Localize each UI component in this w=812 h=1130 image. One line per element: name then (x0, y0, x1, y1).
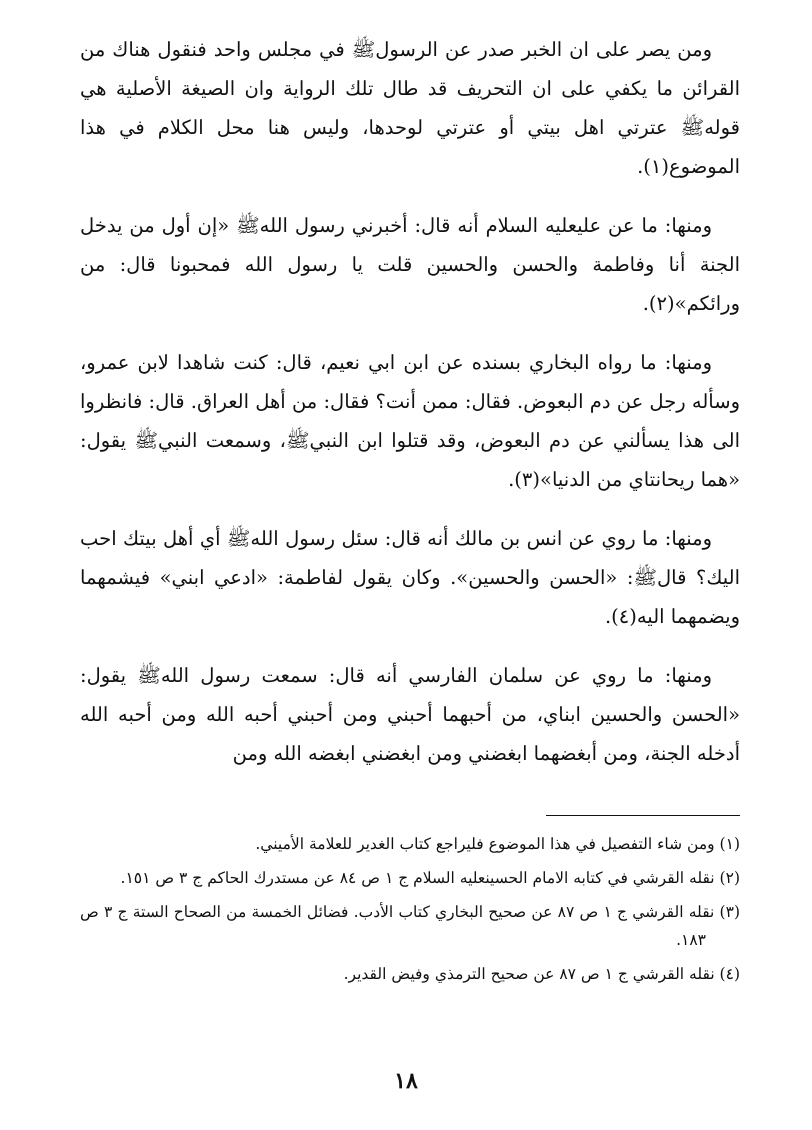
main-text (80, 30, 740, 791)
footnotes (80, 830, 740, 994)
paragraph-4: ومنها: ما روي عن انس بن مالك أنه قال: سئل رسول اللهﷺ أي أهل بيتك احب اليك؟ قالﷺ: «الحسن والحسين». وكان يقول لفاطمة: «ادعي ابني» فيشمهما ويضمهما اليه(٤). (80, 527, 740, 628)
footnote-separator (546, 815, 740, 816)
paragraph-3: ومنها: ما رواه البخاري بسنده عن ابن ابي نعيم، قال: كنت شاهدا لابن عمرو، وسأله رجل عن دم البعوض. فقال: ممن أنت؟ فقال: من أهل العراق. قال: فانظروا الى هذا يسألني عن دم البعوض، وقد قتلوا ابن النبيﷺ، وسمعت النبيﷺ يقول: «هما ريحانتاي من الدنيا»(٣). (80, 351, 740, 491)
page-number: ١٨ (394, 1068, 418, 1094)
footnote-4: (٤) نقله القرشي ج ١ ص ٨٧ عن صحيح الترمذي وفيض القدير. (343, 965, 740, 983)
footnote-3: (٣) نقله القرشي ج ١ ص ٨٧ عن صحيح البخاري كتاب الأدب. فضائل الخمسة من الصحاح الستة ج ٣ ص ١٨٣. (80, 903, 740, 949)
paragraph-2: ومنها: ما عن عليعليه السلام أنه قال: أخبرني رسول اللهﷺ «إن أول من يدخل الجنة أنا وفاطمة والحسن والحسين قلت يا رسول الله فمحبونا قال: من ورائكم»(٢). (80, 214, 740, 315)
footnote-2: (٢) نقله القرشي في كتابه الامام الحسينعليه السلام ج ١ ص ٨٤ عن مستدرك الحاكم ج ٣ ص ١٥١. (120, 869, 740, 887)
paragraph-5: ومنها: ما روي عن سلمان الفارسي أنه قال: سمعت رسول اللهﷺ يقول: «الحسن والحسين ابناي، من أحبهما أحبني ومن أحبني أحبه الله ومن أحبه الله أدخله الجنة، ومن أبغضهما ابغضني ومن ابغضني ابغضه الله ومن (80, 664, 740, 765)
footnote-1: (١) ومن شاء التفصيل في هذا الموضوع فليراجع كتاب الغدير للعلامة الأميني. (255, 835, 740, 853)
paragraph-1: ومن يصر على ان الخبر صدر عن الرسولﷺ في مجلس واحد فنقول هناك من القرائن ما يكفي على ان التحريف قد طال تلك الرواية وان الصيغة الأصلية هي قولهﷺ عترتي اهل بيتي أو عترتي لوحدها، وليس هنا محل الكلام في هذا الموضوع(١). (80, 38, 740, 178)
